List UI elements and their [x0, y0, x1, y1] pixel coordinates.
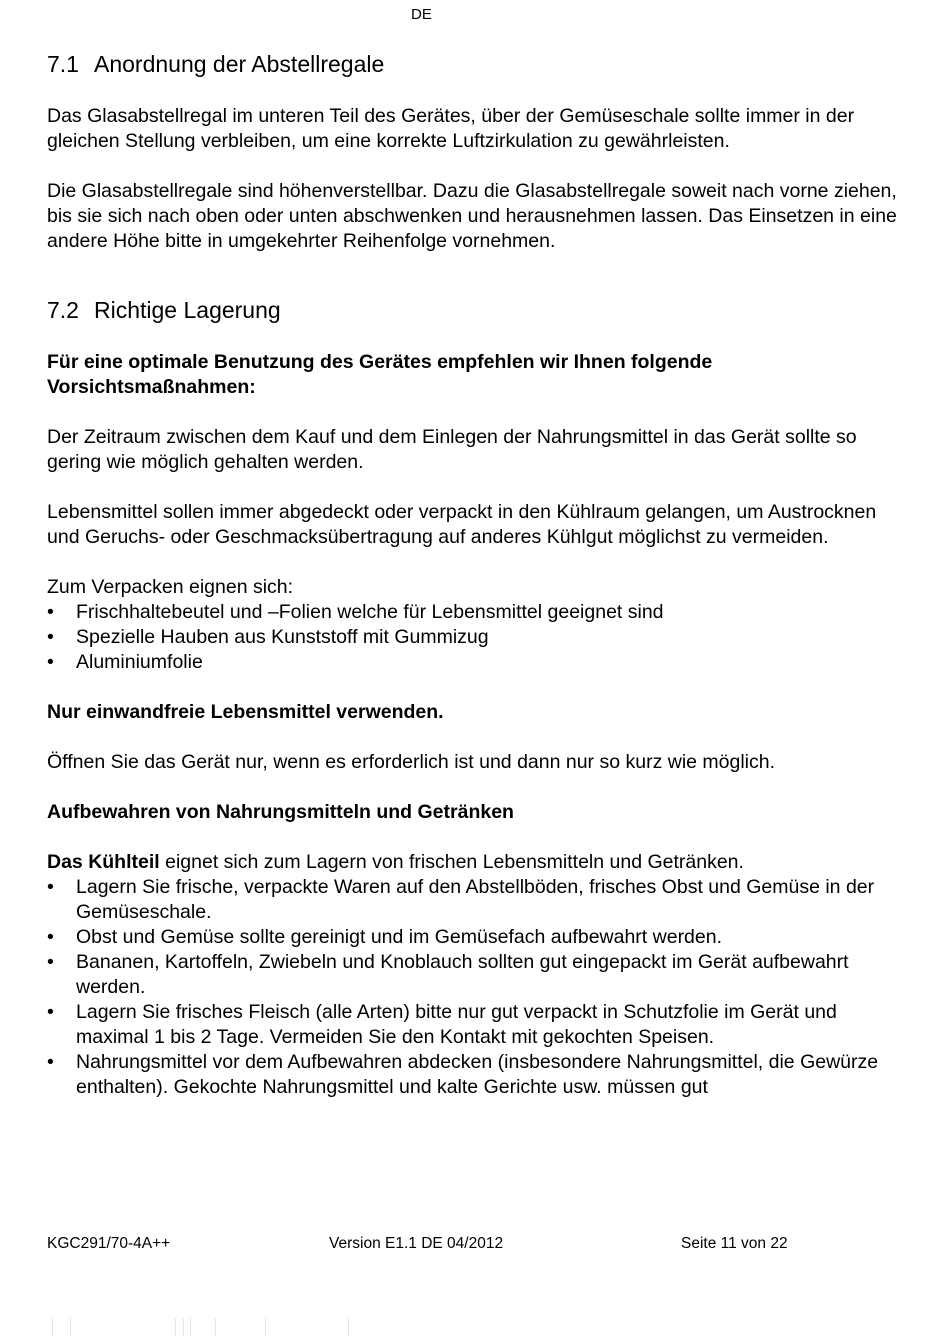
paragraph: Öffnen Sie das Gerät nur, wenn es erforderlich ist und dann nur so kurz wie möglich.	[47, 751, 776, 773]
paragraph: Die Glasabstellregale sind höhenverstellbar. Dazu die Glasabstellregale soweit nach vorne ziehen, bis sie sich nach oben oder unten abschwenken und herausnehmen lassen. Das Einsetzen in eine andere Höhe bitte in umgekehrter Reihenfolge vornehmen.	[47, 180, 897, 252]
paragraph: Das Glasabstellregal im unteren Teil des Gerätes, über der Gemüseschale sollte immer in der gleichen Stellung verbleiben, um eine korrekte Luftzirkulation zu gewährleisten.	[47, 105, 855, 152]
bold-note: Nur einwandfreie Lebensmittel verwenden.	[47, 701, 444, 723]
list-item: • Nahrungsmittel vor dem Aufbewahren abdecken (insbesondere Nahrungsmittel, die Gewürze enthalten). Gekochte Nahrungsmittel und kalte Gerichte usw. müssen gut	[47, 1050, 907, 1100]
section-7-2-heading	[47, 296, 907, 324]
list-item: • Lagern Sie frische, verpackte Waren auf den Abstellböden, frisches Obst und Gemüse in der Gemüseschale.	[47, 875, 907, 925]
list-item: • Lagern Sie frisches Fleisch (alle Arten) bitte nur gut verpackt in Schutzfolie im Gerät und maximal 1 bis 2 Tage. Vermeiden Sie den Kontakt mit gekochten Speisen.	[47, 1000, 907, 1050]
list-item: • Frischhaltebeutel und –Folien welche für Lebensmittel geeignet sind	[47, 600, 907, 625]
fridge-text: eignet sich zum Lagern von frischen Lebensmitteln und Getränken.	[159, 851, 744, 873]
page-footer	[47, 1235, 807, 1253]
intro-bold-paragraph: Für eine optimale Benutzung des Gerätes empfehlen wir Ihnen folgende Vorsichtsmaßnahmen:	[47, 351, 713, 398]
scan-artifact-marks	[50, 1318, 450, 1336]
packing-list-intro: Zum Verpacken eignen sich:	[47, 576, 294, 598]
footer-version: Version E1.1 DE 04/2012	[329, 1235, 504, 1252]
list-item: • Aluminiumfolie	[47, 650, 907, 675]
storage-heading: Aufbewahren von Nahrungsmitteln und Getränken	[47, 801, 514, 823]
section-title: Anordnung der Abstellregale	[94, 51, 385, 77]
section-7-1-heading	[47, 50, 907, 78]
paragraph: Der Zeitraum zwischen dem Kauf und dem Einlegen der Nahrungsmittel in das Gerät sollte so gering wie möglich gehalten werden.	[47, 426, 857, 473]
footer-page-number: Seite 11 von 22	[681, 1235, 788, 1252]
paragraph: Lebensmittel sollen immer abgedeckt oder verpackt in den Kühlraum gelangen, um Austrocknen und Geruchs- oder Geschmacksübertragung auf anderes Kühlgut möglichst zu vermeiden.	[47, 501, 877, 548]
section-number: 7.2	[47, 297, 79, 323]
list-item: • Bananen, Kartoffeln, Zwiebeln und Knoblauch sollten gut eingepackt im Gerät aufbewahrt werden.	[47, 950, 907, 1000]
fridge-intro	[47, 850, 907, 875]
document-body	[47, 50, 907, 1125]
fridge-list	[47, 875, 907, 1100]
fridge-label: Das Kühlteil	[47, 851, 160, 873]
header-language-code: DE	[411, 6, 432, 23]
section-number: 7.1	[47, 51, 79, 77]
list-item: • Obst und Gemüse sollte gereinigt und im Gemüsefach aufbewahrt werden.	[47, 925, 907, 950]
list-item: • Spezielle Hauben aus Kunststoff mit Gummizug	[47, 625, 907, 650]
footer-model: KGC291/70-4A++	[47, 1235, 171, 1252]
packing-list	[47, 600, 907, 675]
section-title: Richtige Lagerung	[94, 297, 281, 323]
